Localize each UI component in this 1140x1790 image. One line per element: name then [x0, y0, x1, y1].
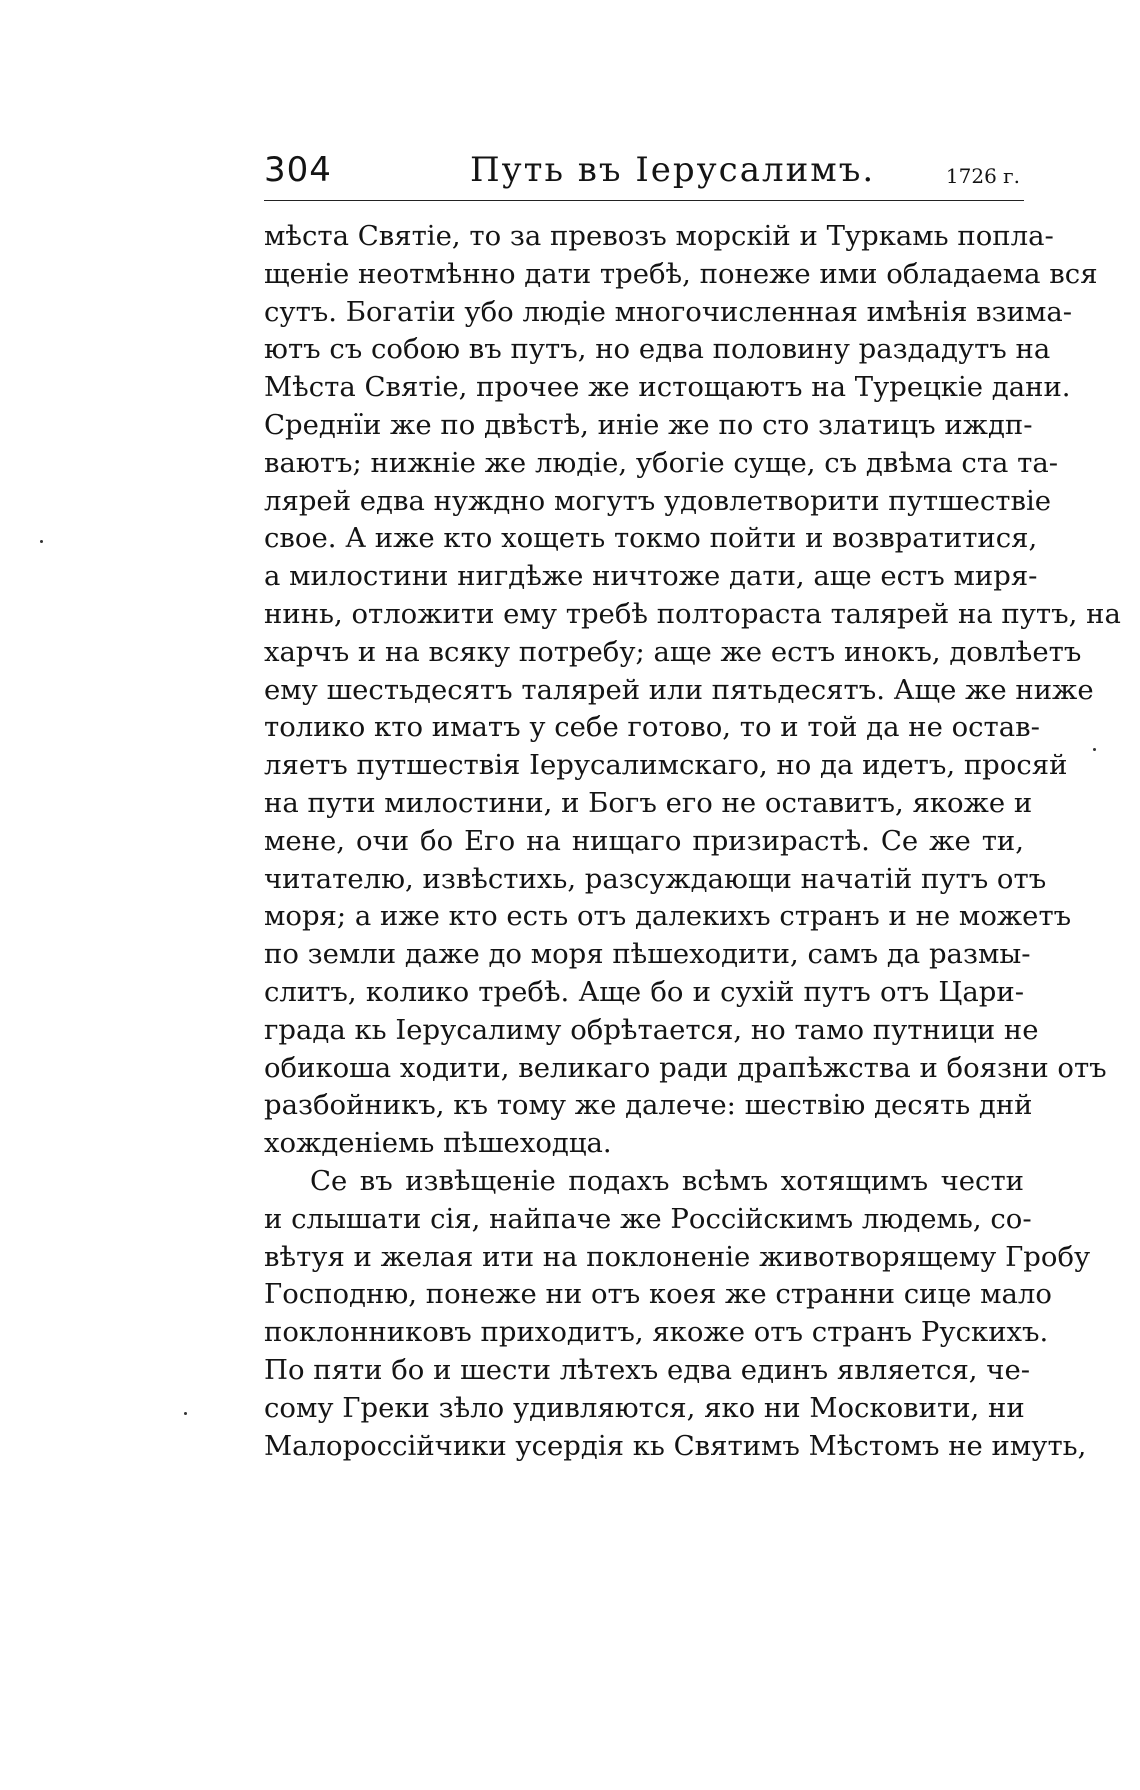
- scan-speck: [40, 540, 43, 543]
- text-line: слитъ, колико требѣ. Аще бо и сухій путъ отъ Цари-: [264, 975, 1024, 1008]
- text-line: на пути милостини, и Богъ его не оставитъ, якоже и: [264, 786, 1033, 819]
- text-line: хожденіемь пѣшеходца.: [264, 1127, 612, 1160]
- text-line: лярей едва нуждно могутъ удовлетворити путшествіе: [264, 484, 1052, 517]
- text-line: свое. А иже кто хощеть токмо пойти и возвратитися,: [264, 522, 1038, 555]
- text-line: мене, очи бо Его на нищаго призирастѣ. Се же ти,: [264, 824, 1024, 857]
- text-line: ютъ съ собою въ путъ, но едва половину раздадутъ на: [264, 333, 1051, 366]
- text-line: мѣста Святіе, то за превозъ морскій и Туркамь попла-: [264, 220, 1054, 252]
- text-line: поклонниковъ приходитъ, якоже отъ странъ Рускихъ.: [264, 1316, 1049, 1349]
- text-line: и слышати сія, найпаче же Россійскимъ людемь, со-: [264, 1202, 1032, 1235]
- text-line: сому Греки зѣло удивляются, яко ни Московити, ни: [264, 1391, 1025, 1424]
- text-line: Малороссійчики усердія кь Святимъ Мѣстомъ не имуть,: [264, 1429, 1087, 1462]
- page-header: [264, 150, 1024, 200]
- running-title: Путь въ Іерусалимъ.: [470, 150, 876, 190]
- text-line: по земли даже до моря пѣшеходити, самъ да размы-: [264, 938, 1031, 971]
- header-rule: [264, 200, 1024, 201]
- text-line: нинь, отложити ему требѣ полтораста талярей на путъ, на: [264, 597, 1121, 630]
- scan-speck: [1093, 748, 1096, 751]
- text-line: Среднїи же по двѣстѣ, иніе же по сто златицъ иждп-: [264, 408, 1033, 441]
- text-line: моря; а иже кто есть отъ далекихъ странъ и не можетъ: [264, 900, 1072, 933]
- text-line: харчъ и на всяку потребу; аще же естъ инокъ, довлѣетъ: [264, 635, 1082, 668]
- body-text: [264, 218, 1121, 1558]
- text-line: Господню, понеже ни отъ коея же странни сице мало: [264, 1278, 1052, 1311]
- text-line: По пяти бо и шести лѣтехъ едва единъ является, че-: [264, 1353, 1031, 1386]
- text-line: разбойникъ, къ тому же далече: шествію десять днй: [264, 1089, 1033, 1122]
- text-line: обикоша ходити, великаго ради драпѣжства и боязни отъ: [264, 1051, 1107, 1084]
- text-line: щеніе неотмѣнно дати требѣ, понеже ими обладаема вся: [264, 257, 1098, 290]
- text-line: а милостини нигдѣже ничтоже дати, аще естъ миря-: [264, 560, 1038, 593]
- scan-speck: [184, 1412, 187, 1415]
- paragraph: [264, 1163, 1091, 1465]
- text-line: града кь Іерусалиму обрѣтается, но тамо путници не: [264, 1013, 1039, 1046]
- page-number: 304: [264, 150, 332, 190]
- text-line: читателю, извѣстихь, разсуждающи начатій путъ отъ: [264, 862, 1047, 895]
- year-label: 1726 г.: [945, 164, 1020, 188]
- text-line: сутъ. Богатіи убо людіе многочисленная имѣнія взима-: [264, 295, 1073, 328]
- text-line: ляетъ путшествія Іерусалимскаго, но да идетъ, просяй: [264, 749, 1068, 782]
- text-line: ваютъ; нижніе же людіе, убогіе суще, съ двѣма ста та-: [264, 446, 1059, 479]
- text-line: ему шестьдесятъ талярей или пятьдесятъ. Аще же ниже: [264, 673, 1094, 706]
- text-line: толико кто иматъ у себе готово, то и той да не остав-: [264, 711, 1040, 744]
- text-line: Мѣста Святіе, прочее же истощаютъ на Турецкіе дани.: [264, 371, 1071, 404]
- text-line: вѣтуя и желая ити на поклоненіе животворящему Гробу: [264, 1240, 1091, 1273]
- text-line: Се въ извѣщеніе подахъ всѣмъ хотящимъ чести: [310, 1164, 1024, 1197]
- paragraph: [264, 218, 1121, 1163]
